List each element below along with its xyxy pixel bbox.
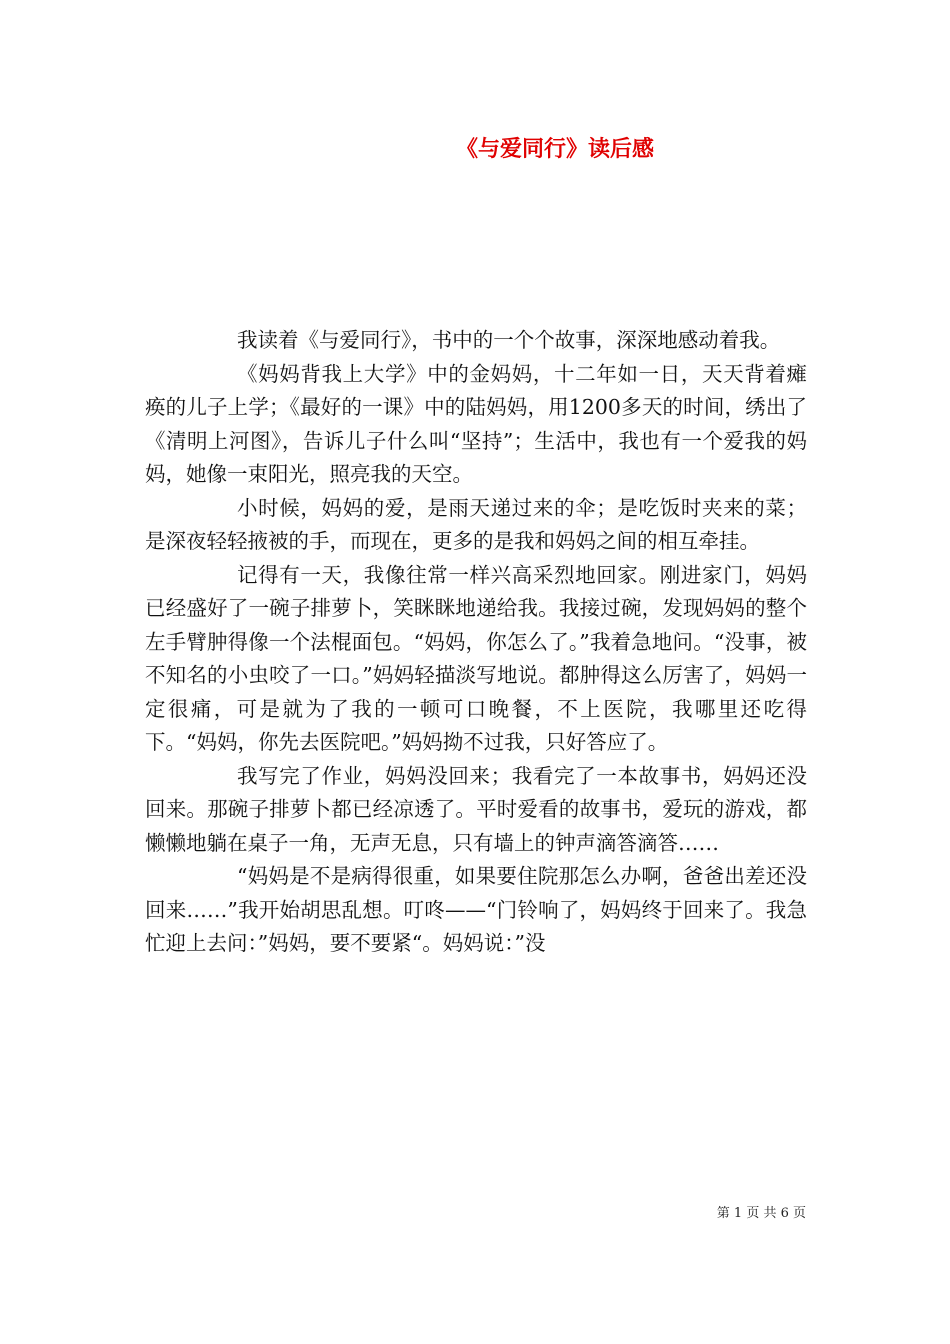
paragraph-3: 小时候，妈妈的爱，是雨天递过来的伞；是吃饭时夹来的菜；是深夜轻轻掖被的手，而现在，更多的是我和妈妈之间的相互牵挂。 <box>145 495 807 553</box>
document-body <box>145 324 807 961</box>
paragraph-5: 我写完了作业，妈妈没回来；我看完了一本故事书，妈妈还没回来。那碗子排萝卜都已经凉透了。平时爱看的故事书，爱玩的游戏，都懒懒地躺在桌子一角，无声无息，只有墙上的钟声滴答滴答…… <box>145 763 807 855</box>
paragraph-4: 记得有一天，我像往常一样兴高采烈地回家。刚进家门，妈妈已经盛好了一碗子排萝卜，笑眯眯地递给我。我接过碗，发现妈妈的整个左手臂肿得像一个法棍面包。“妈妈，你怎么了。”我着急地问。“没事，被不知名的小虫咬了一口。”妈妈轻描淡写地说。都肿得这么厉害了，妈妈一定很痛，可是就为了我的一顿可口晚餐，不上医院，我哪里还吃得下。“妈妈，你先去医院吧。”妈妈拗不过我，只好答应了。 <box>145 562 807 754</box>
paragraph-2: 《妈妈背我上大学》中的金妈妈，十二年如一日，天天背着瘫痪的儿子上学；《最好的一课》中的陆妈妈，用1200多天的时间，绣出了《清明上河图》，告诉儿子什么叫“坚持”；生活中，我也有一个爱我的妈妈，她像一束阳光，照亮我的天空。 <box>145 361 807 486</box>
paragraph-6: “妈妈是不是病得很重，如果要住院那怎么办啊，爸爸出差还没回来……”我开始胡思乱想。叮咚——“门铃响了，妈妈终于回来了。我急忙迎上去问：”妈妈，要不要紧“。妈妈说：”没 <box>145 864 807 955</box>
document-title: 《与爱同行》读后感 <box>455 137 654 162</box>
paragraph-1: 我读着《与爱同行》，书中的一个个故事，深深地感动着我。 <box>237 328 781 352</box>
page-number: 第 1 页 共 6 页 <box>716 1206 806 1221</box>
